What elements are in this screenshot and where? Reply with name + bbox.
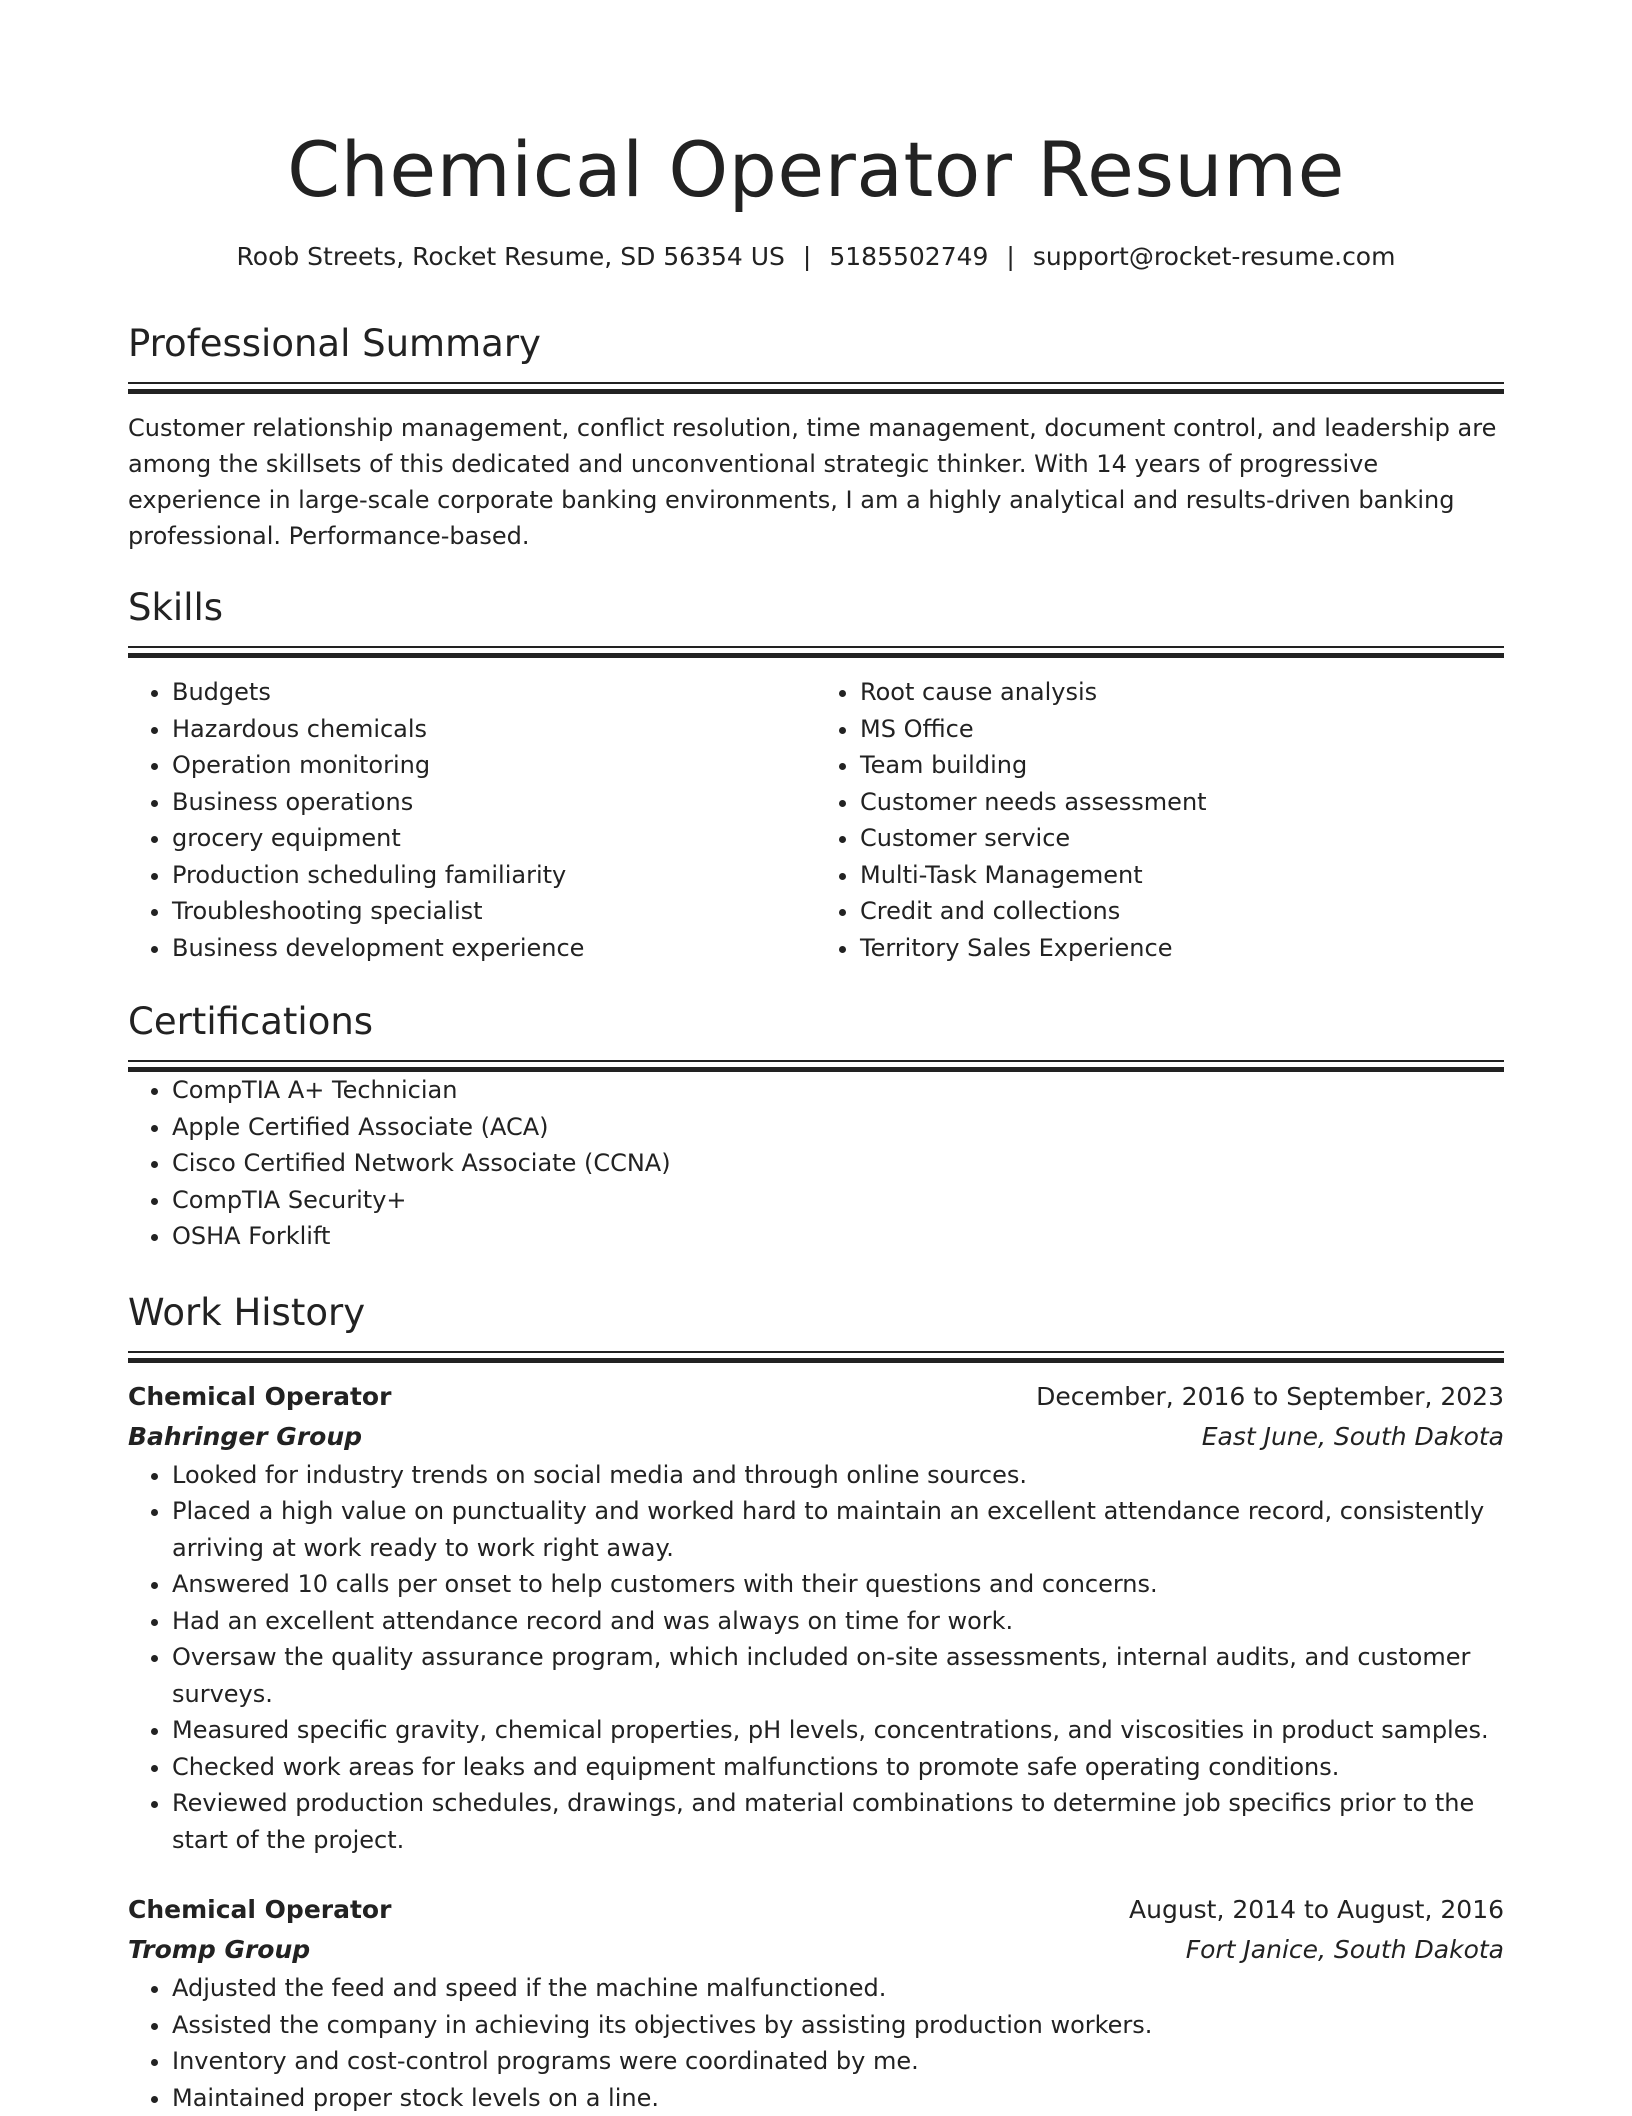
skill-item: • Customer needs assessment	[860, 784, 1504, 821]
certification-item: • OSHA Forklift	[172, 1218, 1504, 1255]
skill-item: • Production scheduling familiarity	[172, 857, 816, 894]
job-company: Tromp Group	[128, 1930, 310, 1970]
job-bullet: • Reviewed production schedules, drawings, and material combinations to determine job specifics prior to the start of the project.	[172, 1785, 1504, 1858]
section-divider	[128, 646, 1504, 658]
section-heading-certifications: Certifications	[128, 998, 1504, 1046]
contact-separator: |	[785, 240, 829, 274]
professional-summary-section	[128, 320, 1504, 554]
skill-item: • Root cause analysis	[860, 674, 1504, 711]
skill-item: • Multi-Task Management	[860, 857, 1504, 894]
contact-line	[128, 240, 1504, 274]
skill-item: • Operation monitoring	[172, 747, 816, 784]
job-dates: August, 2014 to August, 2016	[1129, 1890, 1504, 1930]
job-company-row	[128, 1417, 1504, 1457]
job-bullet: • Answered 10 calls per onset to help customers with their questions and concerns.	[172, 1566, 1504, 1603]
section-heading-work-history: Work History	[128, 1289, 1504, 1337]
job-bullet: • Had an excellent attendance record and was always on time for work.	[172, 1603, 1504, 1640]
job-bullet: • Measured specific gravity, chemical properties, pH levels, concentrations, and viscosities in product samples.	[172, 1712, 1504, 1749]
job-bullet: • Checked work areas for leaks and equipment malfunctions to promote safe operating conditions.	[172, 1749, 1504, 1786]
certifications-section	[128, 998, 1504, 1255]
job-bullet: • Oversaw the quality assurance program, which included on-site assessments, internal audits, and customer surveys.	[172, 1639, 1504, 1712]
contact-address: Roob Streets, Rocket Resume, SD 56354 US	[237, 242, 785, 271]
skill-item: • grocery equipment	[172, 820, 816, 857]
skills-section	[128, 584, 1504, 966]
section-divider	[128, 1351, 1504, 1363]
job-bullet-list	[128, 1970, 1504, 2116]
resume-title: Chemical Operator Resume	[128, 0, 1504, 222]
job-location: East June, South Dakota	[1202, 1417, 1504, 1457]
job-bullet: • Adjusted the feed and speed if the machine malfunctioned.	[172, 1970, 1504, 2007]
certification-item: • Cisco Certified Network Associate (CCNA)	[172, 1145, 1504, 1182]
job-bullet: • Assisted the company in achieving its objectives by assisting production workers.	[172, 2007, 1504, 2044]
job-bullet: • Maintained proper stock levels on a line.	[172, 2080, 1504, 2116]
skill-item: • Customer service	[860, 820, 1504, 857]
skill-item: • Hazardous chemicals	[172, 711, 816, 748]
skill-item: • Troubleshooting specialist	[172, 893, 816, 930]
section-divider	[128, 382, 1504, 394]
skills-list-right	[816, 674, 1504, 966]
skill-item: • Budgets	[172, 674, 816, 711]
skill-item: • Team building	[860, 747, 1504, 784]
skill-item: • MS Office	[860, 711, 1504, 748]
contact-email[interactable]: support@rocket-resume.com	[1033, 242, 1396, 271]
job-company: Bahringer Group	[128, 1417, 362, 1457]
job-title: Chemical Operator	[128, 1377, 391, 1417]
skills-columns	[128, 674, 1504, 966]
job-location: Fort Janice, South Dakota	[1186, 1930, 1504, 1970]
job-bullet-list	[128, 1457, 1504, 1859]
job-bullet: • Looked for industry trends on social media and through online sources.	[172, 1457, 1504, 1494]
job-bullet: • Placed a high value on punctuality and worked hard to maintain an excellent attendance record, consistently arriving at work ready to work right away.	[172, 1493, 1504, 1566]
certification-item: • CompTIA A+ Technician	[172, 1072, 1504, 1109]
work-history-section	[128, 1289, 1504, 2116]
job-bullet: • Inventory and cost-control programs were coordinated by me.	[172, 2043, 1504, 2080]
section-heading-skills: Skills	[128, 584, 1504, 632]
section-divider	[128, 1060, 1504, 1072]
skill-item: • Business development experience	[172, 930, 816, 967]
certification-item: • Apple Certified Associate (ACA)	[172, 1109, 1504, 1146]
job-title: Chemical Operator	[128, 1890, 391, 1930]
job-entry	[128, 1890, 1504, 2116]
certifications-list	[128, 1072, 1504, 1255]
summary-text: Customer relationship management, conflict resolution, time management, document control, and leadership are among the skillsets of this dedicated and unconventional strategic thinker. With 14 years of progressive experience in large-scale corporate banking environments, I am a highly analytical and results-driven banking professional. Performance-based.	[128, 410, 1504, 554]
job-entry	[128, 1377, 1504, 1859]
certification-item: • CompTIA Security+	[172, 1182, 1504, 1219]
jobs-container	[128, 1377, 1504, 2116]
skills-list-left	[128, 674, 816, 966]
job-company-row	[128, 1930, 1504, 1970]
contact-separator: |	[988, 240, 1032, 274]
job-dates: December, 2016 to September, 2023	[1036, 1377, 1504, 1417]
job-header-row	[128, 1377, 1504, 1417]
section-heading-summary: Professional Summary	[128, 320, 1504, 368]
contact-phone: 5185502749	[829, 242, 988, 271]
skill-item: • Business operations	[172, 784, 816, 821]
job-header-row	[128, 1890, 1504, 1930]
skill-item: • Credit and collections	[860, 893, 1504, 930]
skill-item: • Territory Sales Experience	[860, 930, 1504, 967]
